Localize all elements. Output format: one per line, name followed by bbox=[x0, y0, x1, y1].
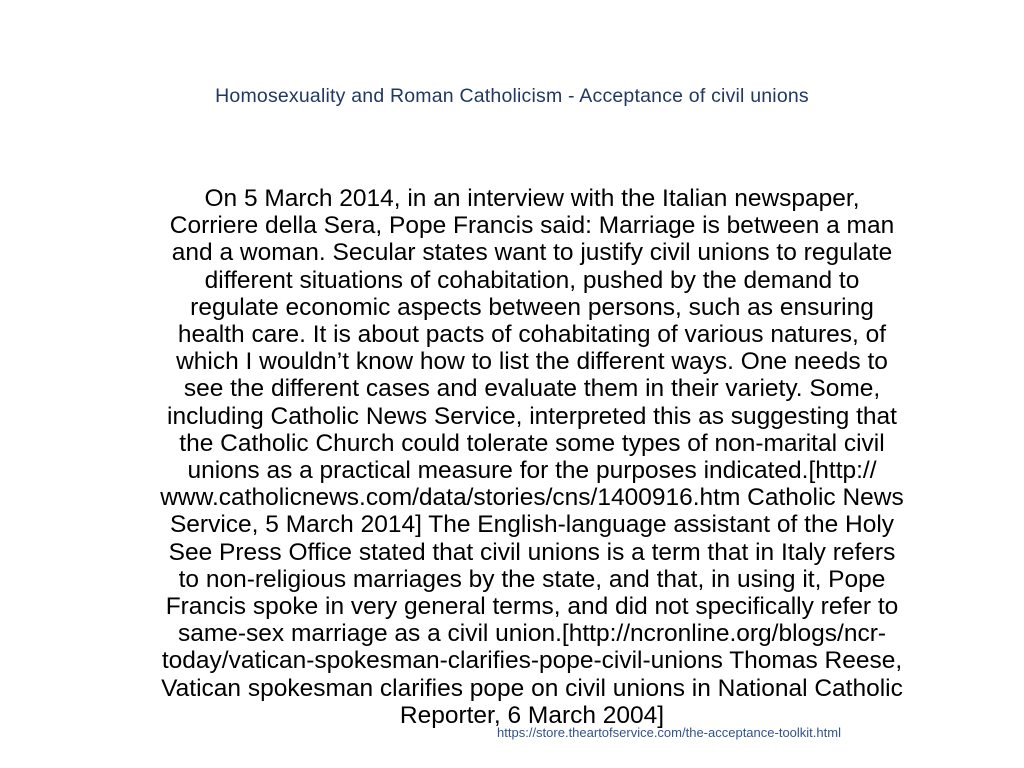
body-line: On 5 March 2014, in an interview with the Italian newspaper, bbox=[204, 185, 860, 212]
body-line: Francis spoke in very general terms, and did not specifically refer to bbox=[165, 593, 899, 621]
body-line: regulate economic aspects between persons, such as ensuring bbox=[190, 293, 874, 321]
body-line: unions as a practical measure for the purposes indicated.[http:// bbox=[187, 457, 877, 485]
body-paragraph bbox=[102, 185, 962, 729]
slide-title: Homosexuality and Roman Catholicism - Acceptance of civil unions bbox=[215, 85, 809, 107]
body-line: different situations of cohabitation, pushed by the demand to bbox=[204, 266, 860, 294]
body-line: Reporter, 6 March 2004] bbox=[399, 701, 665, 729]
body-line: Vatican spokesman clarifies pope on civil unions in National Catholic bbox=[161, 674, 903, 702]
body-line: to non-religious marriages by the state, and that, in using it, Pope bbox=[178, 565, 886, 593]
body-line: the Catholic Church could tolerate some types of non-marital civil bbox=[179, 429, 885, 457]
body-line: See Press Office stated that civil unions is a term that in Italy refers bbox=[168, 538, 896, 566]
body-line: and a woman. Secular states want to justify civil unions to regulate bbox=[171, 239, 893, 267]
footer-link[interactable]: https://store.theartofservice.com/the-acceptance-toolkit.html bbox=[497, 725, 841, 740]
body-line: today/vatican-spokesman-clarifies-pope-civil-unions Thomas Reese, bbox=[161, 647, 903, 675]
body-line: www.catholicnews.com/data/stories/cns/1400916.htm Catholic News bbox=[160, 484, 904, 512]
body-line: Corriere della Sera, Pope Francis said: Marriage is between a man bbox=[169, 212, 895, 240]
body-line: including Catholic News Service, interpreted this as suggesting that bbox=[167, 402, 897, 430]
body-line: health care. It is about pacts of cohabitating of various natures, of bbox=[177, 321, 887, 349]
body-line: same-sex marriage as a civil union.[http://ncronline.org/blogs/ncr- bbox=[177, 620, 887, 648]
body-line: see the different cases and evaluate them in their variety. Some, bbox=[183, 375, 881, 403]
body-line: Service, 5 March 2014] The English-language assistant of the Holy bbox=[169, 511, 895, 539]
body-line: which I wouldn’t know how to list the different ways. One needs to bbox=[176, 348, 888, 376]
